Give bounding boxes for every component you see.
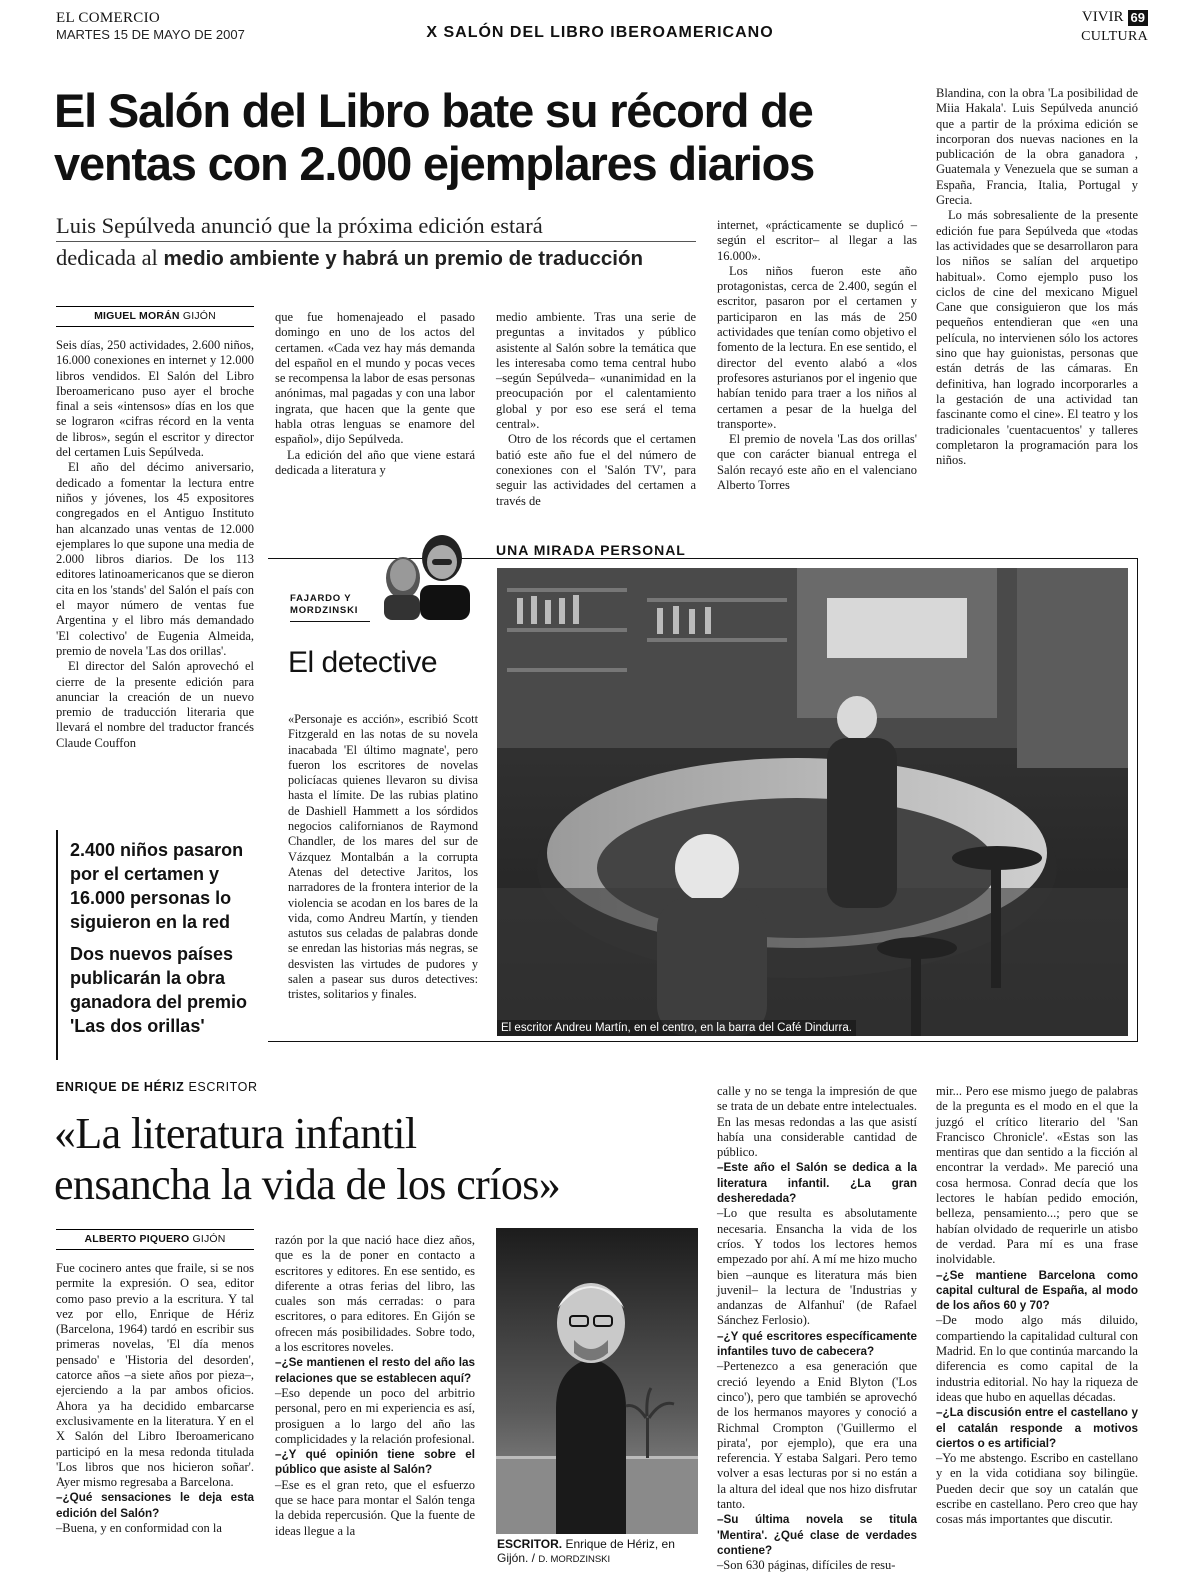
interviewee-role: ESCRITOR (188, 1080, 258, 1094)
interview-headline-line1: «La literatura infantil (54, 1109, 417, 1158)
column-title: El detective (288, 646, 438, 679)
interview-answer: –Buena, y en conformidad con la (56, 1521, 222, 1536)
column-body (288, 712, 478, 1003)
columnist-line2: MORDZINSKI (290, 605, 359, 616)
paragraph: El año del décimo aniversario, dedicado a fomentar la lectura entre niños y jóvenes, los 45 expositores congregados en el Antiguo Instituto han alcanzado unas ventas de 12.000 ejemplares lo que supone una media de 2.000 libros diarios. De los 113 editores latinoamericanos que se dieron cita en los 'stands' del Salón el país con el mayor número de ventas fue Argentina y el libro más demandado 'El colectivo' de Eugenia Almeida, premio de novela 'Las dos orillas'. (56, 460, 254, 658)
subhead-line2-plain: dedicada al (56, 245, 164, 270)
interview-answer: mir... Pero ese mismo juego de palabras de la pregunta es el modo en el que la juzgó el crítico literario del 'San Francisco Chronicle'. «Estas son las mentiras que dan sentido a la ficción al encontrar la verdad». Me pareció una cosa hermosa. Conrad decía que los lectores le habían pedido emoción, belleza, pensamiento...; pero que se habían olvidado de requerirle un atisbo de verdad. Para mí es una frase inolvidable. (936, 1084, 1138, 1267)
interview-column-5 (936, 1084, 1138, 1528)
interview-kicker (56, 1080, 258, 1094)
interview-answer: –Lo que resulta es absolutamente necesaria. Ensancha la vida de los críos. Y todos los lectores hemos empezado por ahí. A mí me hizo mucho bien –aunque es literatura más bien juvenil– la lectura de 'Industrias y andanzas de Alfanhuí' (de Rafael Sánchez Ferlosio). (717, 1206, 917, 1328)
interview-question: –¿Se mantienen el resto del año las relaciones que se establecen aquí? (275, 1356, 475, 1385)
interview-question: –¿Y qué escritores específicamente infantiles tuvo de cabecera? (717, 1329, 917, 1359)
interview-question: –Este año el Salón se dedica a la literatura infantil. ¿La gran desheredada? (717, 1161, 917, 1206)
article1-column-3 (496, 310, 696, 509)
paragraph: internet, «prácticamente se duplicó –según el escritor– al llegar a las 16.000». (717, 218, 917, 263)
interview-question: –¿Qué sensaciones le deja esta edición del Salón? (56, 1491, 254, 1520)
page-tag (1082, 9, 1148, 26)
paragraph: El director del Salón aprovechó el cierre de la presente edición para anunciar la creación de un nuevo premio de traducción literaria que llevará el nombre del traductor francés Claude Couffon (56, 659, 254, 750)
interview-answer: –Yo me abstengo. Escribo en castellano y en la vida cotidiana soy bilingüe. Pueden decir que soy un catalán que escribe en castellano. Pero creo que hay cosas más importantes que discutir. (936, 1451, 1138, 1527)
paragraph: Fue cocinero antes que fraile, si se nos permite la expresión. O sea, editor como paso previo a la escritura. Y tal vez por ello, Enrique de Hériz (Barcelona, 1964) tardó en escribir sus primeras novelas, 'El día menos pensado' e 'Historia del desorden', catorce años –a siete años por pieza–, ejerciendo a la par ambos oficios. Ahora ya ha decidido embarcarse exclusivamente en la literatura. Y en el X Salón del Libro Iberoamericano participó en la mesa redonda titulada 'Los libros que nos hicieron soñar'. Ayer mismo regresaba a Barcelona. (56, 1261, 254, 1490)
section-name: VIVIR (1081, 9, 1124, 25)
caption-text: Enrique de Hériz, en Gijón. / (497, 1537, 675, 1565)
interview-answer: –De modo algo más diluido, compartiendo la capitalidad cultural con Madrid. En lo que continúa marcando la diferencia es como capital de la industria editorial. No hay la riqueza de ideas que hubo en aquellas décadas. (936, 1313, 1138, 1404)
interview-answer: razón por la que nació hace diez años, que es la de poner en contacto a escritores y editores. En ese sentido, es diferente a otras ferias del libro, las cuales son más cerradas: o para escritores, o para editores. En Gijón se ofrecen más posibilidades. Sobre todo, a los escritores noveles. (275, 1233, 475, 1355)
page-number: 69 (1128, 10, 1148, 26)
paragraph: que fue homenajeado el pasado domingo en uno de los actos del certamen. «Cada vez hay más demanda del español en el mundo y pocas veces se recompensa la labor de esas personas anónimas, mal pagadas y con una labor ingrata, que hacen que la gente que habla otras lenguas se enamore del español», dijo Sepúlveda. (275, 310, 475, 447)
interview-answer: –Eso depende un poco del arbitrio personal, pero en mi experiencia es así, prosiguen a lo largo del año las complicidades y la relación profesional. (275, 1385, 475, 1446)
photo-credit: D. MORDZINSKI (538, 1554, 611, 1565)
paragraph: La edición del año que viene estará dedicada a literatura y (275, 447, 475, 477)
paragraph: Los niños fueron este año protagonistas, cerca de 2.400, según el escritor, pasaron por el certamen y participaron en las más de 250 actividades que tenían como objetivo el fomento de la lectura. En ese sentido, el director del evento alabó a «los profesores asturianos por el ingenio que habían tenido para traer a los niños al certamen a pesar de la huelga del transporte». (717, 263, 917, 431)
columnists-portrait (370, 530, 480, 620)
highlight-box (56, 830, 254, 1060)
paper-name: EL COMERCIO (56, 10, 160, 26)
article1-column-2 (275, 310, 475, 478)
paragraph: El premio de novela 'Las dos orillas' que con carácter bianual entrega el Salón recayó este año en el valenciano Alberto Torres (717, 432, 917, 493)
interview-question: –¿Se mantiene Barcelona como capital cultural de España, al modo de los años 60 y 70? (936, 1268, 1138, 1313)
highlight-2: Dos nuevos países publicarán la obra ganadora del premio 'Las dos orillas' (70, 944, 248, 1036)
article1-column-4 (717, 218, 917, 493)
section-title: X SALÓN DEL LIBRO IBEROAMERICANO (426, 24, 774, 41)
interview-column-2 (275, 1233, 475, 1539)
interview-column-1 (56, 1261, 254, 1536)
paragraph: Seis días, 250 actividades, 2.600 niños, 16.000 conexiones en internet y 12.000 libros vendidos. El Salón del Libro Iberoamericano puso ayer el broche final a seis «intensos» días en los que se lograron «cifras récord en la venta de libros», según el escritor y director del certamen Luis Sepúlveda. (56, 338, 254, 460)
cafe-photo-caption: El escritor Andreu Martín, en el centro, en la barra del Café Dindurra. (497, 1020, 856, 1036)
highlight-1: 2.400 niños pasaron por el certamen y 16.000 personas lo siguieron en la red (70, 840, 244, 932)
columnists-names (290, 593, 370, 622)
subsection-name: CULTURA (1081, 29, 1148, 44)
interview-question: –¿Y qué opinión tiene sobre el público que asiste al Salón? (275, 1448, 475, 1477)
caption-label: ESCRITOR. (497, 1537, 563, 1551)
paragraph: Blandina, con la obra 'La posibilidad de Miia Hakala'. Luis Sepúlveda anunció que a partir de la próxima edición se incorporan dos nuevas naciones en la publicación de la obra ganadora , Guatemala y Venezuela que se suman a España, Francia, Italia, Portugal y Grecia. (936, 86, 1138, 208)
paragraph: Lo más sobresaliente de la presente edición fue para Sepúlveda que «todas las actividades que se desarrollaron para los niños se salían del arquetipo habitual». Como ejemplo puso los ciclos de cine del mexicano Miguel Cane que consiguieron que los más pequeños entendieran que «en una película, no intervienen sólo los actores sino que hay guionistas, personas que están detrás de las cámaras. En definitiva, han logrado incorporarles a la gestación de una actividad tan fascinante como el cine». El teatro y los tradicionales 'cuentacuentos' y talleres completaron la programación para los niños. (936, 208, 1138, 468)
cafe-photo (497, 568, 1128, 1036)
interview-answer: calle y no se tenga la impresión de que se trata de un debate entre intelectuales. En las mesas redondas a las que asistí había una considerable cantidad de público. (717, 1084, 917, 1160)
paragraph: medio ambiente. Tras una serie de preguntas a invitados y público asistente al Salón sobre la temática que les interesaba como tema central hubo –según Sepúlveda– «unanimidad en la preocupación por el calentamiento global y por eso ese será el tema central». (496, 310, 696, 432)
byline-place: GIJÓN (182, 310, 216, 322)
interview-headline-line2: ensancha la vida de los críos» (54, 1160, 561, 1209)
paragraph: Otro de los récords que el certamen batió este año fue el del número de conexiones con el 'Salón TV', para seguir las actividades del certamen a través de (496, 432, 696, 508)
main-subhead (56, 210, 696, 274)
interviewee-name: ENRIQUE DE HÉRIZ (56, 1080, 185, 1094)
author-photo (496, 1228, 698, 1534)
author-photo-caption (497, 1537, 699, 1567)
main-headline (54, 84, 914, 190)
byline-name: MIGUEL MORÁN (94, 310, 180, 322)
main-headline-line2: ventas con 2.000 ejemplares diarios (54, 137, 815, 190)
paragraph: «Personaje es acción», escribió Scott Fitzgerald en las notas de su novela inacabada 'El último magnate', pero fueron los escritores de novelas policíacas quienes llevaron su divisa hasta el límite. De las rubias platino de Dashiell Hammett a los sórdidos negocios californianos de Raymond Chandler, de los mares del sur de Vázquez Montalbán a la corrupta Atenas del detective Jaritos, los narradores de la frontera interior de la violencia se acodan en los bares de la vida, como Andreu Martín, y tienden astutos sus celadas de palabras donde se enredan las historias más negras, se desvisten las virtudes de pudores y salen a pasear sus duros detectives: tristes, solitarios y finales. (288, 712, 478, 1002)
byline-name: ALBERTO PIQUERO (84, 1233, 190, 1245)
issue-date: MARTES 15 DE MAYO DE 2007 (56, 27, 245, 42)
interview-answer: –Pertenezco a esa generación que creció leyendo a Enid Blyton ('Los cinco'), pero que también se aprovechó de los hermanos mayores y conoció a Richmal Crompton ('Guillermo el pirata', por ejemplo), que era una referencia. Y estaba Salgari. Pero temo volver a esas lecturas por si no están a la altura del ideal que nos hizo disfrutar tanto. (717, 1359, 917, 1512)
columnist-line1: FAJARDO Y (290, 593, 352, 604)
interview-column-4 (717, 1084, 917, 1574)
article1-column-5 (936, 86, 1138, 468)
interview-answer: –Son 630 páginas, difíciles de resu- (717, 1558, 896, 1573)
subhead-line1: Luis Sepúlveda anunció que la próxima edición estará (56, 210, 696, 242)
article1-column-1 (56, 338, 254, 751)
interview-headline (54, 1108, 714, 1210)
interview-question: –Su última novela se titula 'Mentira'. ¿Qué clase de verdades contiene? (717, 1513, 917, 1557)
byline-interview (56, 1229, 254, 1250)
subhead-line2-bold: medio ambiente y habrá un premio de traducción (163, 247, 644, 270)
column-kicker: UNA MIRADA PERSONAL (496, 542, 692, 558)
byline-article1 (56, 306, 254, 327)
interview-question: –¿La discusión entre el castellano y el catalán responde a motivos ciertos o es artificial? (936, 1406, 1138, 1450)
interview-answer: –Ese es el gran reto, que el esfuerzo que se hace para montar el Salón tenga la debida repercusión. Que la fuente de ideas llegue a la (275, 1477, 475, 1538)
byline-place: GIJÓN (192, 1233, 226, 1245)
main-headline-line1: El Salón del Libro bate su récord de (54, 84, 813, 137)
